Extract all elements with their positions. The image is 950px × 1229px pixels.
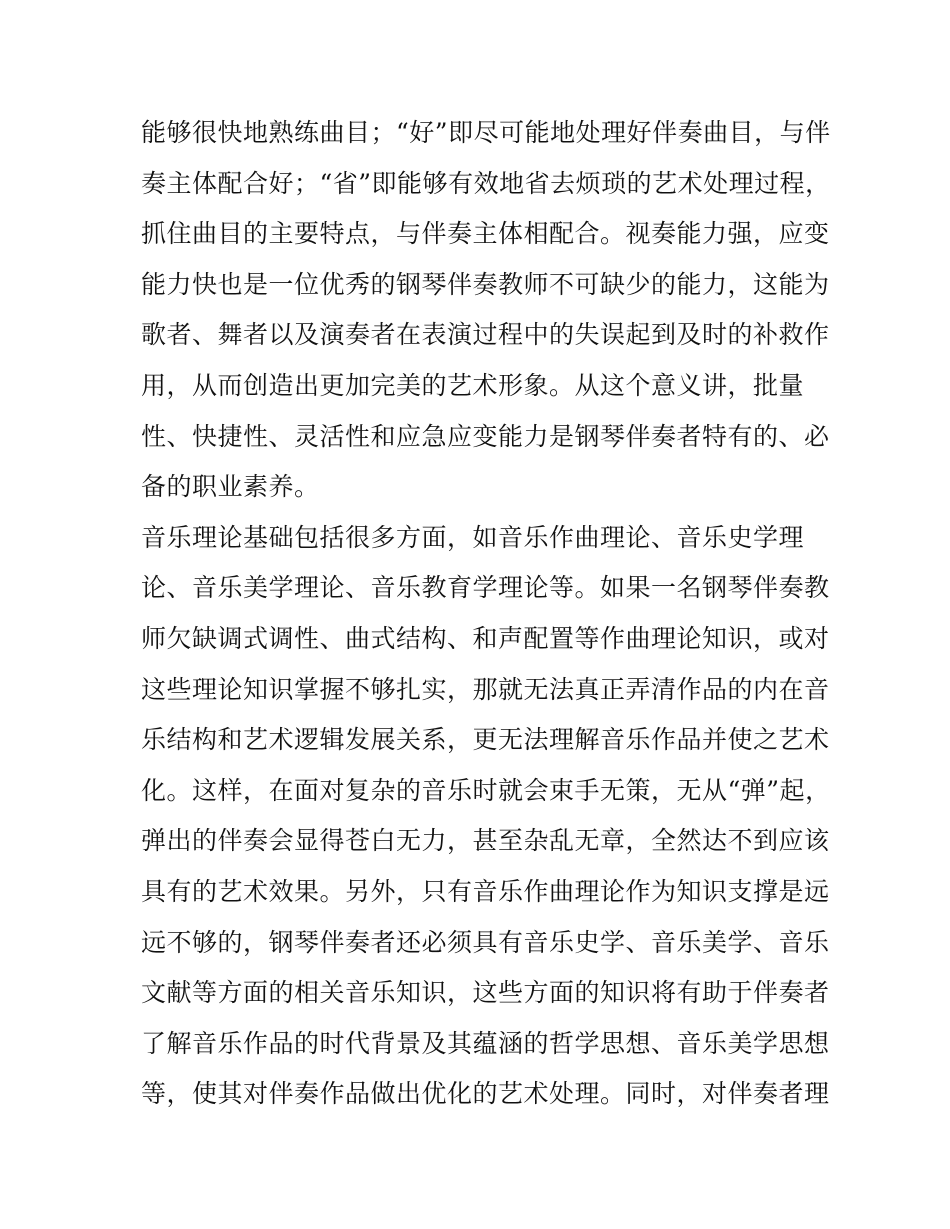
text-line: 化。这样，在面对复杂的音乐时就会束手无策，无从“弹”起， <box>141 775 831 805</box>
text-line: 备的职业素养。 <box>141 472 320 502</box>
text-line: 抓住曲目的主要特点，与伴奏主体相配合。视奏能力强，应变 <box>141 219 830 249</box>
text-line: 用，从而创造出更加完美的艺术形象。从这个意义讲，批量 <box>141 370 805 400</box>
text-line: 性、快捷性、灵活性和应急应变能力是钢琴伴奏者特有的、必 <box>141 421 830 451</box>
text-line: 等，使其对伴奏作品做出优化的艺术处理。同时，对伴奏者理 <box>141 1079 830 1109</box>
text-line: 了解音乐作品的时代背景及其蕴涵的哲学思想、音乐美学思想 <box>141 1028 830 1058</box>
text-line: 音乐理论基础包括很多方面，如音乐作曲理论、音乐史学理 <box>141 522 805 552</box>
text-line: 能够很快地熟练曲目；“好”即尽可能地处理好伴奏曲目，与伴 <box>141 118 831 147</box>
text-line: 这些理论知识掌握不够扎实，那就无法真正弄清作品的内在音 <box>141 674 830 704</box>
text-line: 师欠缺调式调性、曲式结构、和声配置等作曲理论知识，或对 <box>141 623 830 653</box>
text-line: 文献等方面的相关音乐知识，这些方面的知识将有助于伴奏者 <box>141 978 830 1008</box>
text-line: 奏主体配合好；“省”即能够有效地省去烦琐的艺术处理过程， <box>141 168 831 198</box>
text-line: 远不够的，钢琴伴奏者还必须具有音乐史学、音乐美学、音乐 <box>141 927 830 957</box>
body-text <box>141 108 831 1120</box>
text-line: 乐结构和艺术逻辑发展关系，更无法理解音乐作品并使之艺术 <box>141 725 830 755</box>
text-line: 能力快也是一位优秀的钢琴伴奏教师不可缺少的能力，这能为 <box>141 269 830 299</box>
text-line: 弹出的伴奏会显得苍白无力，甚至杂乱无章，全然达不到应该 <box>141 826 830 856</box>
text-line: 歌者、舞者以及演奏者在表演过程中的失误起到及时的补救作 <box>141 320 830 350</box>
text-line: 具有的艺术效果。另外，只有音乐作曲理论作为知识支撑是远 <box>141 876 830 906</box>
text-line: 论、音乐美学理论、音乐教育学理论等。如果一名钢琴伴奏教 <box>141 573 830 603</box>
